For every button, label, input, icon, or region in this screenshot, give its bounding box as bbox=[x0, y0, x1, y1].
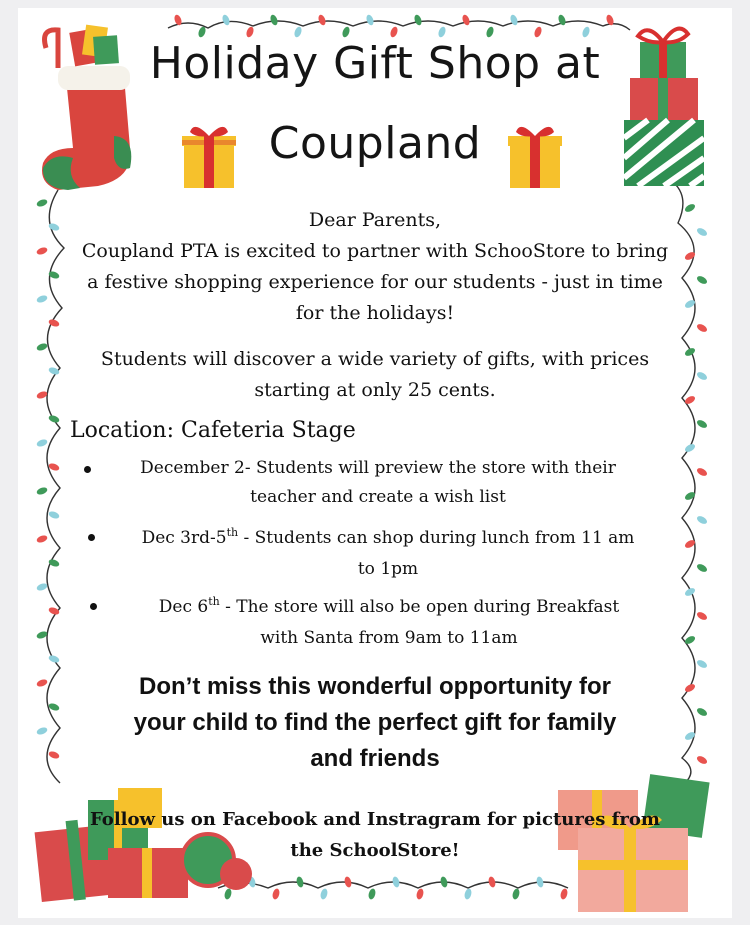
light-bulb bbox=[463, 888, 472, 900]
light-bulb bbox=[36, 582, 49, 592]
bullet bbox=[90, 603, 97, 610]
light-bulb bbox=[696, 610, 709, 621]
light-bulb bbox=[509, 14, 519, 27]
light-bulb bbox=[271, 888, 280, 900]
light-bulb bbox=[439, 876, 448, 888]
light-bulb bbox=[48, 510, 61, 520]
page-title-line-2 bbox=[248, 114, 502, 174]
light-bulb bbox=[367, 888, 376, 900]
light-bulb bbox=[696, 370, 709, 381]
light-bulb bbox=[36, 726, 49, 736]
light-bulb bbox=[36, 294, 49, 304]
light-bulb bbox=[684, 682, 697, 693]
light-bulb bbox=[319, 888, 328, 900]
intro-block bbox=[58, 205, 692, 329]
light-bulb bbox=[461, 14, 471, 27]
light-bulb bbox=[48, 414, 61, 424]
gift-box-icon bbox=[508, 127, 562, 188]
light-bulb bbox=[559, 888, 568, 900]
greeting: Dear Parents, bbox=[308, 209, 442, 231]
light-bulb bbox=[36, 198, 49, 208]
light-bulb bbox=[684, 442, 697, 453]
callout-line-2: your child to find the perfect gift for family bbox=[133, 709, 617, 736]
light-bulb bbox=[36, 534, 49, 544]
callout-block bbox=[68, 669, 682, 777]
prices-line-1: Students will discover a wide variety of gifts, with prices bbox=[100, 348, 650, 370]
footer-line-2: the SchoolStore! bbox=[290, 840, 460, 861]
light-bulb bbox=[684, 634, 697, 645]
light-bulb bbox=[48, 654, 61, 664]
light-bulb bbox=[696, 322, 709, 333]
gift-box-icon bbox=[182, 127, 236, 188]
page-title bbox=[118, 36, 632, 92]
schedule-item-2: Dec 3rd-5th - Students can shop during lunch from 11 am to 1pm bbox=[141, 526, 635, 579]
callout-line-1: Don’t miss this wonderful opportunity for bbox=[139, 673, 611, 700]
light-bulb bbox=[696, 466, 709, 477]
light-bulb bbox=[295, 876, 304, 888]
gift-stack-icon bbox=[624, 29, 704, 186]
light-bulb bbox=[696, 706, 709, 717]
light-bulb bbox=[36, 438, 49, 448]
light-bulb bbox=[223, 888, 232, 900]
light-bulb bbox=[48, 606, 61, 616]
light-bulb bbox=[173, 14, 183, 27]
light-bulb bbox=[696, 226, 709, 237]
light-bulb bbox=[696, 754, 709, 765]
light-bulb bbox=[696, 418, 709, 429]
light-bulb bbox=[365, 14, 375, 27]
light-bulb bbox=[36, 678, 49, 688]
light-bulb bbox=[415, 888, 424, 900]
footer-block bbox=[68, 804, 682, 866]
light-bulb bbox=[413, 14, 423, 27]
prices-line-2: starting at only 25 cents. bbox=[254, 379, 496, 401]
location-heading: Location: Cafeteria Stage bbox=[70, 418, 356, 443]
schedule-item-3: Dec 6th - The store will also be open during Breakfast with Santa from 9am to 11am bbox=[158, 595, 620, 648]
bullet bbox=[88, 534, 95, 541]
light-bulb bbox=[696, 658, 709, 669]
intro-line-3: for the holidays! bbox=[295, 302, 455, 324]
intro-line-2: a festive shopping experience for our students - just in time bbox=[87, 271, 663, 293]
light-bulb bbox=[36, 486, 49, 496]
schedule-item-1: December 2- Students will preview the store with their teacher and create a wish list bbox=[140, 458, 616, 507]
light-bulb bbox=[511, 888, 520, 900]
callout-line-3: and friends bbox=[310, 745, 440, 772]
light-bulb bbox=[487, 876, 496, 888]
light-bulb bbox=[391, 876, 400, 888]
light-bulb bbox=[696, 562, 709, 573]
light-bulb bbox=[343, 876, 352, 888]
intro-line-1: Coupland PTA is excited to partner with SchooStore to bring bbox=[81, 240, 669, 262]
footer-line-1: Follow us on Facebook and Instragram for pictures from bbox=[90, 809, 660, 830]
light-bulb bbox=[696, 514, 709, 525]
bullet bbox=[84, 466, 91, 473]
light-bulb bbox=[48, 750, 61, 760]
light-bulb bbox=[221, 14, 231, 27]
light-bulb bbox=[36, 246, 49, 256]
light-bulb bbox=[269, 14, 279, 27]
prices-block bbox=[58, 344, 692, 406]
light-bulb bbox=[696, 274, 709, 285]
title-line-1: Holiday Gift Shop at bbox=[149, 38, 601, 89]
light-bulb bbox=[317, 14, 327, 27]
light-bulb bbox=[535, 876, 544, 888]
light-bulb bbox=[36, 342, 49, 352]
flyer-page bbox=[18, 8, 732, 918]
title-line-2: Coupland bbox=[268, 118, 482, 169]
